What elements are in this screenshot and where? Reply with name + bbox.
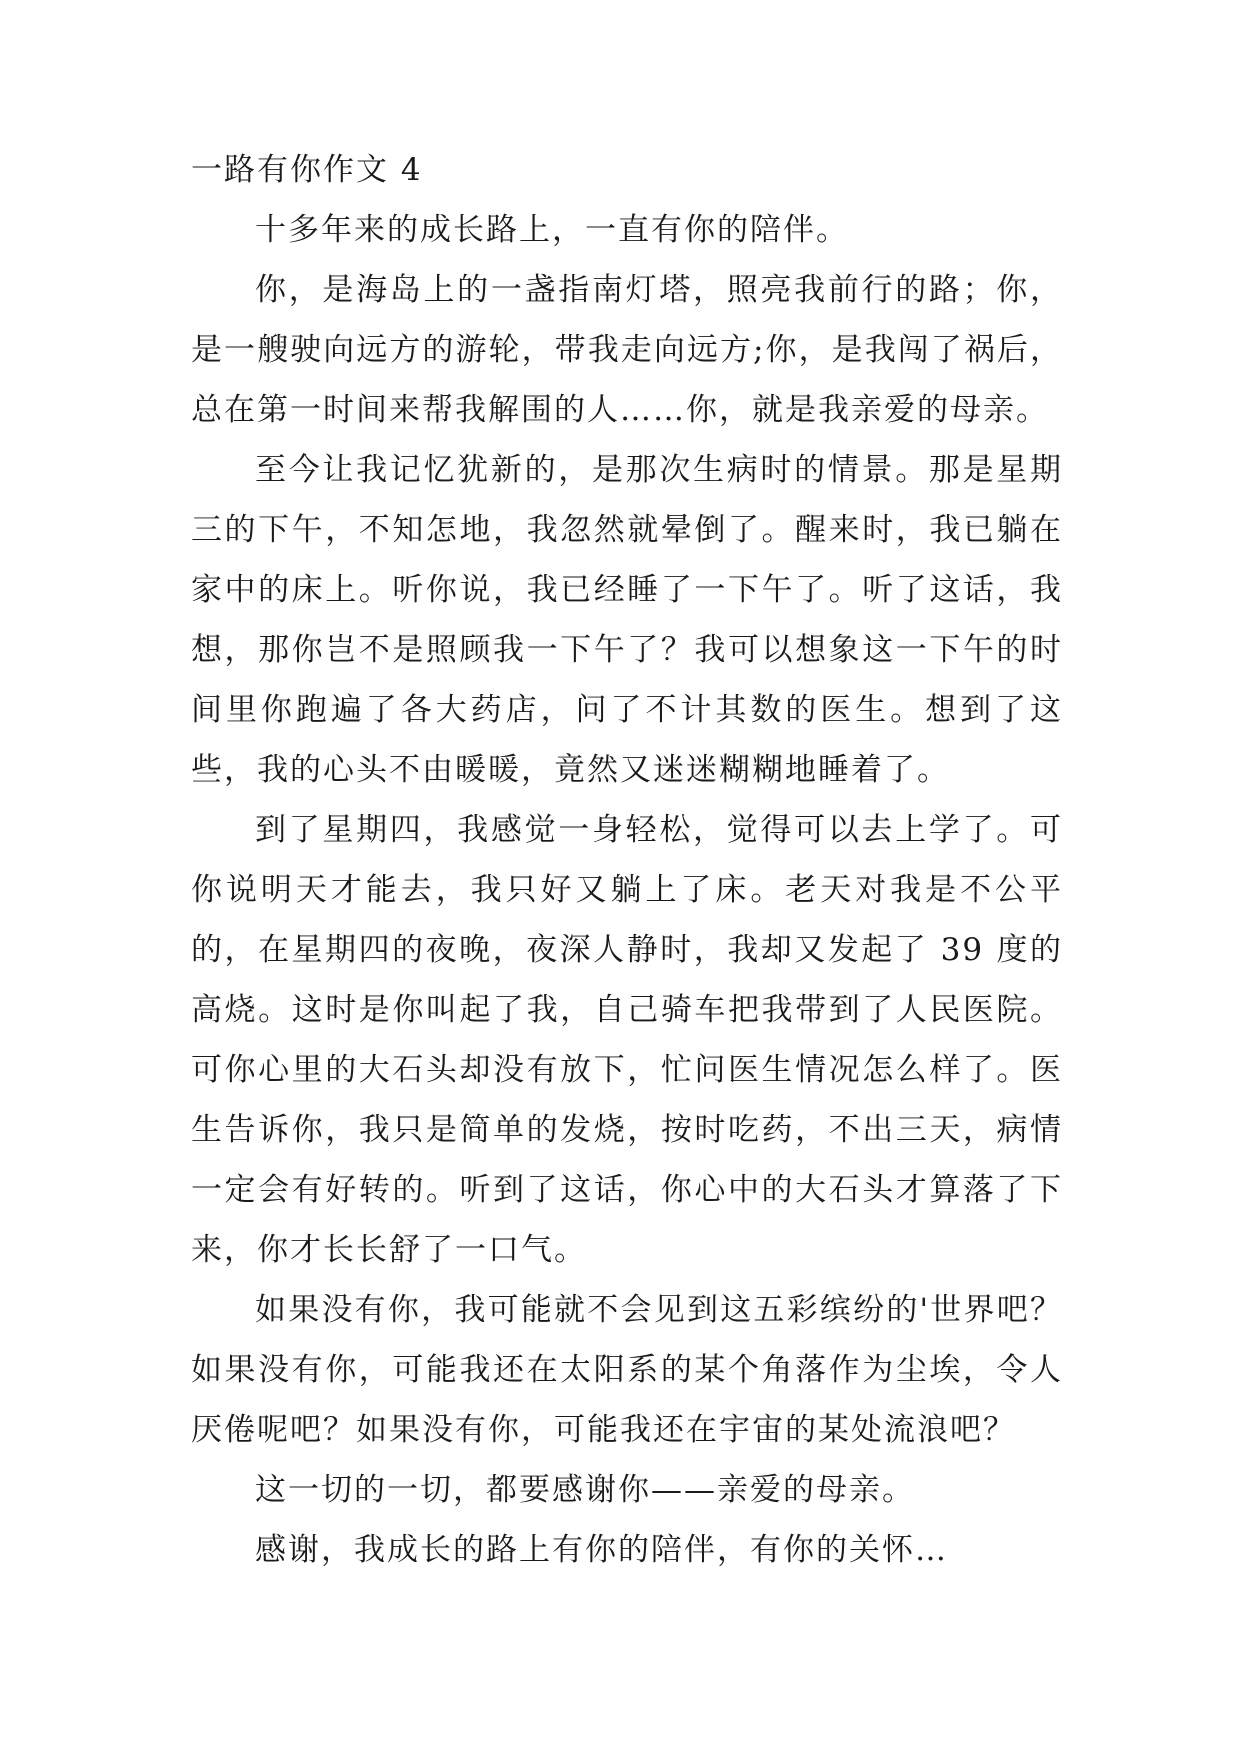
paragraph-4: 到了星期四，我感觉一身轻松，觉得可以去上学了。可你说明天才能去，我只好又躺上了床。老天对我是不公平的，在星期四的夜晚，夜深人静时，我却又发起了 39 度的高烧。这时是你叫起了我，自己骑车把我带到了人民医院。可你心里的大石头却没有放下，忙问医生情况怎么样了。医生告诉你，我只是简单的发烧，按时吃药，不出三天，病情一定会有好转的。听到了这话，你心中的大石头才算落了下来，你才长长舒了一口气。 (191, 812, 1063, 1268)
paragraph-3: 至今让我记忆犹新的，是那次生病时的情景。那是星期三的下午，不知怎地，我忽然就晕倒了。醒来时，我已躺在家中的床上。听你说，我已经睡了一下午了。听了这话，我想，那你岂不是照顾我一下午了？我可以想象这一下午的时间里你跑遍了各大药店，问了不计其数的医生。想到了这些，我的心头不由暖暖，竟然又迷迷糊糊地睡着了。 (191, 452, 1063, 788)
paragraph-5: 如果没有你，我可能就不会见到这五彩缤纷的'世界吧？如果没有你，可能我还在太阳系的某个角落作为尘埃，令人厌倦呢吧？如果没有你，可能我还在宇宙的某处流浪吧？ (191, 1292, 1063, 1448)
paragraph-6: 这一切的一切，都要感谢你——亲爱的母亲。 (255, 1472, 915, 1508)
paragraph-1: 十多年来的成长路上，一直有你的陪伴。 (255, 212, 849, 248)
paragraph-7: 感谢，我成长的路上有你的陪伴，有你的关怀… (255, 1532, 948, 1568)
paragraph-2: 你，是海岛上的一盏指南灯塔，照亮我前行的路；你，是一艘驶向远方的游轮，带我走向远方;你，是我闯了祸后，总在第一时间来帮我解围的人……你，就是我亲爱的母亲。 (191, 272, 1063, 428)
document-page (191, 140, 1063, 1580)
document-title: 一路有你作文 4 (191, 152, 423, 188)
